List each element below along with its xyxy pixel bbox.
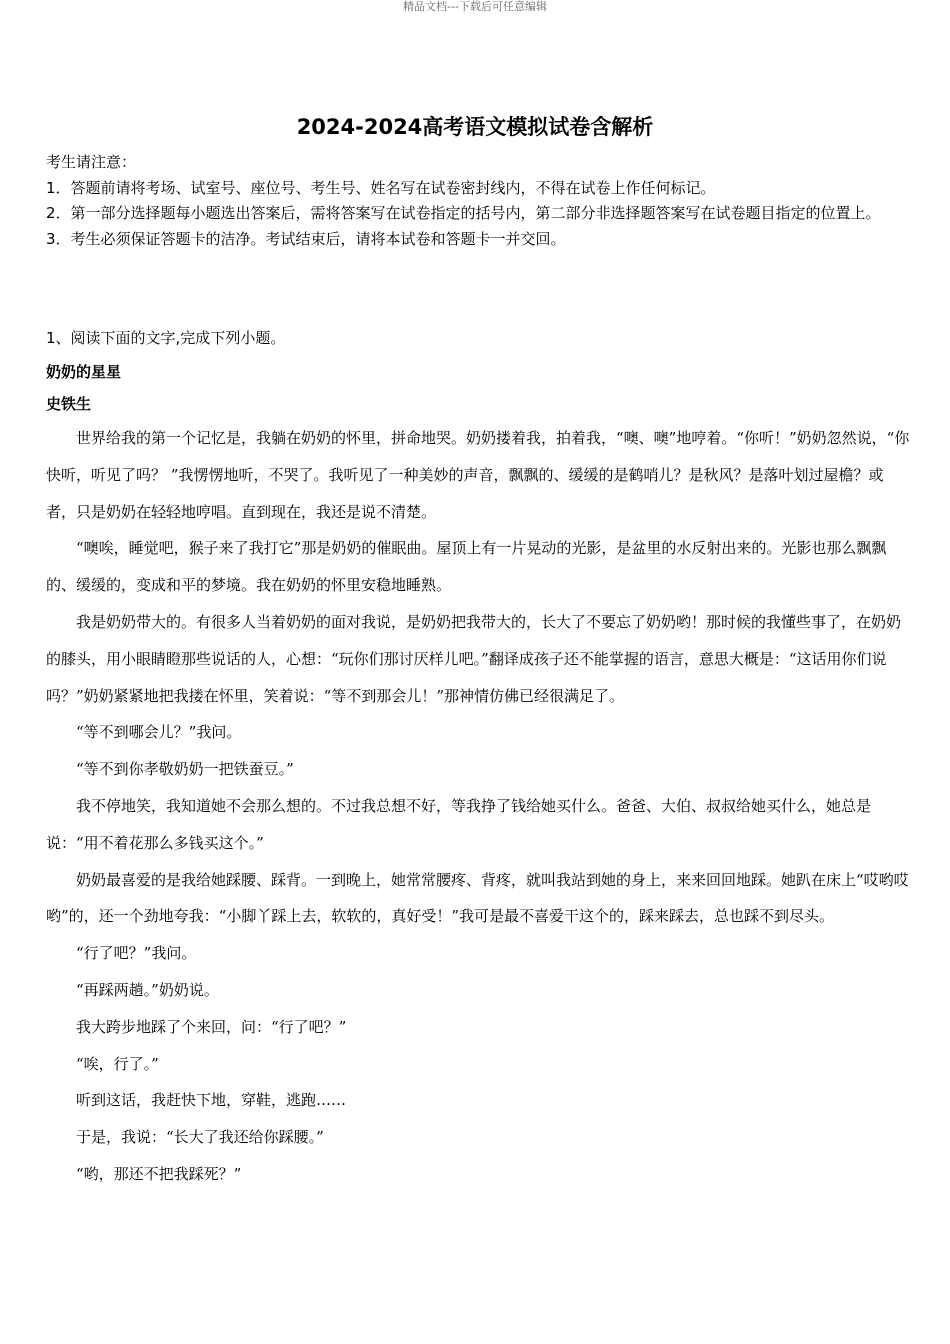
story-paragraph: 于是，我说：“长大了我还给你踩腰。” (76, 1128, 324, 1147)
story-paragraph: 听到这话，我赶快下地，穿鞋，逃跑…… (76, 1091, 347, 1110)
story-paragraph: “等不到你孝敬奶奶一把铁蚕豆。” (76, 760, 294, 779)
notice-item: 3．考生必须保证答题卡的洁净。考试结束后，请将本试卷和答题卡一并交回。 (46, 229, 566, 248)
story-paragraph: 奶奶最喜爱的是我给她踩腰、踩背。一到晚上，她常常腰疼、背疼，就叫我站到她的身上，来来回回地踩。她趴在床上“哎哟哎哟”的，还一个劲地夸我：“小脚丫踩上去，软软的，真好受！”我可是最不喜爱干这个的，踩来踩去，总也踩不到尽头。 (46, 870, 909, 926)
story-paragraph: “行了吧？”我问。 (76, 944, 197, 963)
story-paragraph: “噢唉，睡觉吧，猴子来了我打它”那是奶奶的催眠曲。屋顶上有一片晃动的光影，是盆里的水反射出来的。光影也那么飘飘的、缓缓的，变成和平的梦境。我在奶奶的怀里安稳地睡熟。 (46, 539, 887, 595)
story-paragraph: 我是奶奶带大的。有很多人当着奶奶的面对我说，是奶奶把我带大的，长大了不要忘了奶奶哟！那时候的我懂些事了，在奶奶的膝头，用小眼睛瞪那些说话的人，心想：“玩你们那讨厌样儿吧。”翻译成孩子还不能掌握的语言，意思大概是：“这话用你们说吗？”奶奶紧紧地把我搂在怀里，笑着说：“等不到那会儿！”那神情仿佛已经很满足了。 (46, 612, 902, 705)
story-paragraph: 我不停地笑，我知道她不会那么想的。不过我总想不好，等我挣了钱给她买什么。爸爸、大伯、叔叔给她买什么，她总是说：“用不着花那么多钱买这个。” (46, 796, 872, 852)
document-title: 2024-2024高考语文模拟试卷含解析 (296, 115, 654, 139)
story-paragraph: “哟，那还不把我踩死？” (76, 1164, 242, 1183)
reading-section (46, 322, 910, 1193)
exam-notice (46, 150, 910, 252)
notice-item: 1．答题前请将考场、试室号、座位号、考生号、姓名写在试卷密封线内，不得在试卷上作任何标记。 (46, 178, 716, 197)
story-paragraph: “唉，行了。” (76, 1054, 159, 1073)
page-header: 精品文档---下载后可任意编辑 (403, 0, 547, 13)
story-author: 史铁生 (46, 395, 92, 413)
story-paragraph: “再踩两趟。”奶奶说。 (76, 980, 219, 999)
story-paragraph: “等不到哪会儿？”我问。 (76, 723, 242, 742)
notice-item: 2．第一部分选择题每小题选出答案后，需将答案写在试卷指定的括号内，第二部分非选择题答案写在试卷题目指定的位置上。 (46, 204, 881, 222)
question-prompt: 1、阅读下面的文字,完成下列小题。 (46, 329, 286, 347)
story-paragraph: 世界给我的第一个记忆是，我躺在奶奶的怀里，拼命地哭。奶奶搂着我，拍着我，“噢、噢”地哼着。“你听！”奶奶忽然说，“你快听，听见了吗？ ”我愣愣地听，不哭了。我听见了一种美妙的声音，飘飘的、缓缓的是鹤哨儿？是秋风？是落叶划过屋檐？或者，只是奶奶在轻轻地哼唱。直到现在，我还是说不清楚。 (46, 429, 910, 521)
story-paragraph: 我大跨步地踩了个来回，问：“行了吧？” (76, 1017, 347, 1036)
notice-heading: 考生请注意： (46, 153, 137, 171)
story-title: 奶奶的星星 (46, 363, 122, 381)
